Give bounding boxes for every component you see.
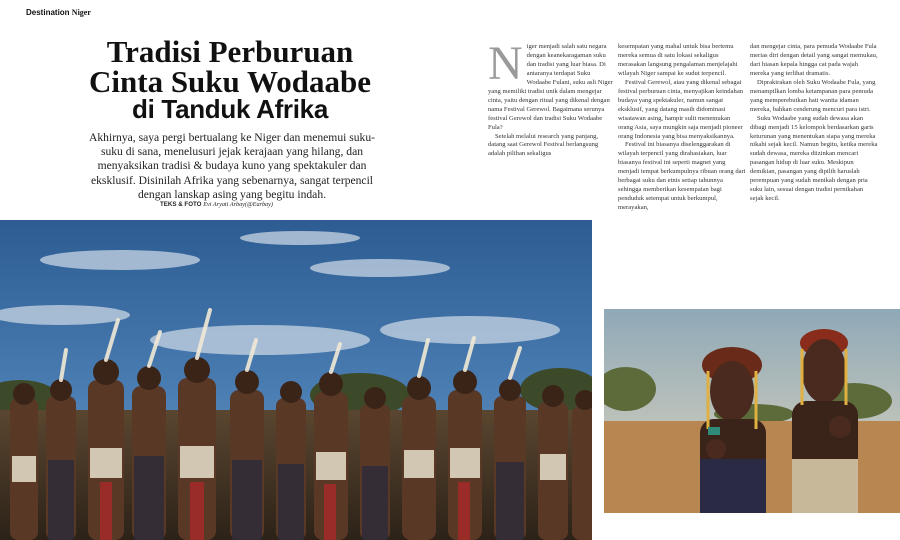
body-paragraph: dan mengejar cinta, para pemuda Wodaabe Fula merias diri dengan detail yang sangat memukau, dari hiasan kepala hingga cat pada wajah mereka yang terlihat dramatis. xyxy=(750,43,878,77)
section-label-text: Destination xyxy=(26,8,70,17)
body-paragraph: Setelah melalui research yang panjang, datang saat Gerewol Festival berlangsung adalah pilihan sekaligus xyxy=(488,132,599,158)
body-column-2 xyxy=(618,43,746,213)
body-paragraph: iger menjadi salah satu negara dengan keanekaragaman suku dan tradisi yang luar biasa. Di antaranya terdapat Suku Wodaabe Fulani, suku asli Niger yang memiliki tradisi unik dalam mengejar cinta, yaitu dengan ritual yang dikenal dengan nama Festival Gerewol. Bagaimana serunya festival Gerewol dan tradisi Suku Wodaabe Fula? xyxy=(488,43,613,131)
side-photo-image xyxy=(604,309,900,513)
body-column-3 xyxy=(750,43,878,204)
body-paragraph: Suku Wodaabe yang sudah dewasa akan dibagi menjadi 15 kelompok berdasarkan garis keturunan yang menentukan siapa yang mereka nikahi sejak kecil. Namun begitu, ketika mereka sudah dewasa, mereka diizinkan mencari pasangan hidup di luar suku. Meskipun demikian, pasangan yang dipilih haruslah perempuan yang sudah menikah dengan pria suku lain, sesuai dengan tradisi pernikahan sejak kecil. xyxy=(750,114,878,203)
body-column-1 xyxy=(488,37,616,159)
byline-author: Evi Aryati Arbay(@Earbay) xyxy=(203,201,273,208)
section-label-country: Niger xyxy=(71,8,91,17)
main-photo-image xyxy=(0,220,592,540)
main-photo xyxy=(0,220,592,540)
body-paragraph: Diprakirakan oleh Suku Wodaabe Fula, yang menampilkan lomba ketampanan para pemuda yang memperebutkan hati wanita idaman mereka, bahkan cenderung mencuri para istri. xyxy=(750,78,876,113)
body-paragraph: Festival ini biasanya diselenggarakan di wilayah terpencil yang dirahasiakan, luar biasanya festival ini seperti magnet yang menjadi tempat berkumpulnya ribuan orang dari berbagai suku dan etnis setiap tahunnya sehingga memberikan kesempatan bagi penduduk setempat untuk berkumpul, merayakan, xyxy=(618,141,746,212)
body-paragraph: kesempatan yang mahal untuk bisa bertemu mereka semua di satu lokasi sekaligus merasakan langsung pengalaman menjelajahi wilayah Niger sampai ke sudut terpencil. xyxy=(618,43,738,77)
headline-line-1: Tradisi Perburuan xyxy=(106,34,354,69)
headline-line-3: di Tanduk Afrika xyxy=(131,94,328,124)
byline xyxy=(160,201,273,208)
side-photo xyxy=(604,309,900,513)
body-paragraph: Festival Gerewol, atau yang dikenal sebagai festival perburuan cinta, menyajikan keindahan budaya yang spektakuler, namun sangat eksklusif, yang datang masih didominasi wisatawan asing, hampir sulit menemukan orang Asia, saya mungkin saja menjadi pioneer orang Indonesia yang bisa menyaksikannya. xyxy=(618,78,744,140)
byline-label: TEKS & FOTO xyxy=(160,201,202,208)
headline-line-2: Cinta Suku Wodaabe xyxy=(89,64,371,99)
standfirst: Akhirnya, saya pergi bertualang ke Niger dan menemui suku-suku di sana, menelusuri jejak kerajaan yang hilang, dan menyaksikan tradisi & budaya kuno yang spektakuler dan eksklusif. Disinilah Afrika yang sebenarnya, sangat terpencil dengan lanskap asing yang begitu indah. xyxy=(89,131,375,201)
section-label xyxy=(26,8,91,17)
drop-cap: N xyxy=(488,37,523,90)
